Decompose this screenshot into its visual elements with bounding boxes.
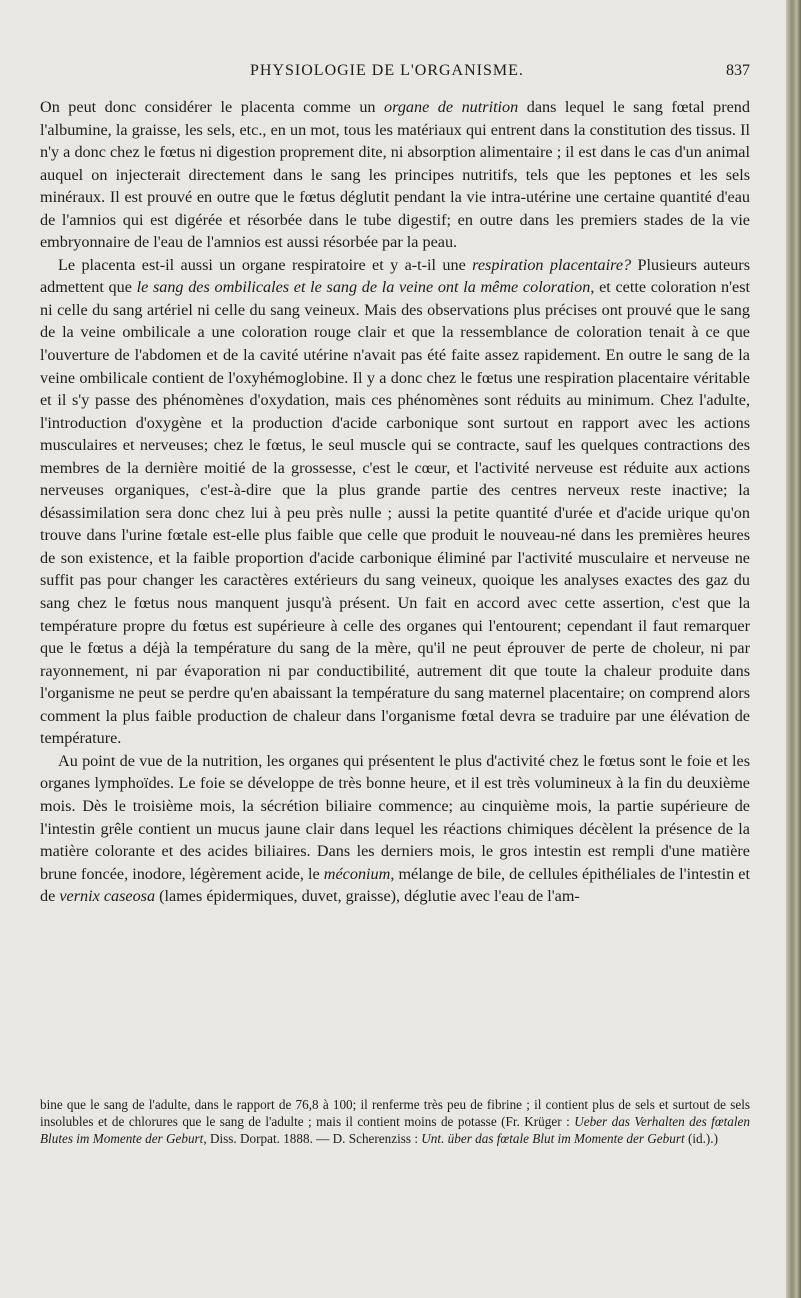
italic-text-run: Unt. über das fœtale Blut im Momente der Geburt: [421, 1131, 685, 1147]
italic-text-run: organe de nutrition: [384, 98, 519, 116]
body-text: [40, 96, 750, 908]
footnote: [40, 1096, 750, 1148]
text-run: On peut donc considérer le placenta comme un: [40, 98, 385, 116]
italic-text-run: le sang des ombilicales et le sang de la veine ont la même coloration: [136, 278, 591, 297]
paragraph-placental-respiration: [40, 254, 750, 750]
running-head: PHYSIOLOGIE DE L'ORGANISME.: [250, 62, 524, 79]
text-run: Au point de vue de la nutrition, les organes qui présentent le plus d'activité chez le fœtus sont le foie et les organes lymphoïdes. Le foie se développe de très bonne heure, et il est très volumineux à la fin du deuxième mois. Dès le troisième mois, la sécrétion biliaire commence; au cinquième mois, la partie supérieure de l'intestin grêle contient un mucus jaune clair dans lequel les réactions chimiques décèlent la présence de la matière colorante et des acides biliaires. Dans les derniers mois, le gros intestin est rempli d'une matière brune foncée, inodore, légèrement acide, le: [40, 751, 750, 883]
page-header: [250, 62, 750, 86]
italic-text-run: vernix caseosa: [59, 887, 156, 906]
paragraph-placenta-nutrition: [40, 96, 750, 254]
text-run: bine que le sang de l'adulte, dans le rapport de 76,8 à 100; il renferme très peu de fibrine ; il contient plus de sels et surtout de sels insolubles et de chlorures que le sang de l'adulte ; mais il contient moins de potasse (Fr. Krüger :: [40, 1097, 750, 1130]
text-run: , Diss. Dorpat. 1888. — D. Scherenziss :: [203, 1131, 422, 1147]
book-spine-edge: [786, 0, 801, 1298]
paragraph-fetal-liver: [40, 750, 750, 908]
text-run: dans lequel le sang fœtal prend l'albumine, la graisse, les sels, etc., en un mot, tous les matériaux qui entrent dans la constitution des tissus. Il n'y a donc chez le fœtus ni digestion proprement dite, ni absorption alimentaire ; il est dans le cas d'un animal auquel on injecterait directement dans le sang les principes nutritifs, tels que les peptones et les sels minéraux. Il est prouvé en outre que le fœtus déglutit pendant la vie intra-utérine une certaine quantité d'eau de l'amnios qui est digérée et résorbée dans le tube digestif; en outre dans les premiers stades de la vie embryonnaire de l'eau de l'amnios est aussi résorbée par la peau.: [40, 98, 750, 252]
text-run: Le placenta est-il aussi un organe respiratoire et y a-t-il une: [58, 255, 473, 274]
text-run: , mélange de bile, de cellules épithéliales de l'intestin et de: [40, 864, 750, 906]
page-number: 837: [726, 62, 750, 79]
text-run: (id.).): [684, 1131, 718, 1147]
text-run: , et cette coloration n'est ni celle du sang artériel ni celle du sang veineux. Mais des observations plus précises ont prouvé que le sang de la veine ombilicale a une coloration rouge clair et que la ressemblance de coloration tenait à ce que l'ouverture de l'abdomen et de la cavité utérine n'avait pas été faite assez rapidement. En outre le sang de la veine ombilicale contient de l'oxyhémoglobine. Il y a donc chez le fœtus une respiration placentaire véritable et il s'y passe des phénomènes d'oxydation, mais ces phénomènes sont réduits au minimum. Chez l'adulte, l'introduction d'oxygène et la production d'acide carbonique sont surtout en rapport avec les actions musculaires et nerveuses; chez le fœtus, le seul muscle qui se contracte, sauf les quelques contractions des membres de la dernière moitié de la grossesse, c'est le cœur, et l'activité nerveuse est réduite aux actions nerveuses organiques, c'est-à-dire que la plus grande partie des centres nerveux reste inactive; la désassimilation sera donc chez lui à peu près nulle ; aussi la petite quantité d'urée et d'acide urique qu'on trouve dans l'urine fœtale est-elle plus faible que celle que produit le nouveau-né dans les premières heures de son existence, et la faible proportion d'acide carbonique éliminé par l'activité musculaire et nerveuse ne suffit pas pour changer les caractères extérieurs du sang veineux, quoique les analyses exactes des gaz du sang chez le fœtus nous manquent jusqu'à présent. Un fait en accord avec cette assertion, c'est que la température propre du fœtus est supérieure à celle des organes qui l'entourent; cependant il faut remarquer que le fœtus a déjà la température du sang de la mère, qu'il ne peut éprouver de perte de choleur, ni par rayonnement, ni par évaporation ni par conductibilité, autrement dit que toute la chaleur produite dans l'organisme ne peut se perdre qu'en abaissant la température du sang maternel placentaire; on comprend alors comment la plus faible production de chaleur dans l'organisme fœtal devra se traduire par une élévation de température.: [40, 278, 751, 748]
italic-text-run: Ueber das Verhalten des fœtalen Blutes im Momente der Geburt: [40, 1114, 751, 1147]
italic-text-run: méconium: [323, 864, 391, 883]
italic-text-run: respiration placentaire?: [472, 255, 632, 274]
text-run: Plusieurs auteurs admettent que: [40, 255, 750, 297]
footnote-text: [40, 1096, 750, 1148]
text-run: (lames épidermiques, duvet, graisse), déglutie avec l'eau de l'am-: [155, 887, 580, 906]
